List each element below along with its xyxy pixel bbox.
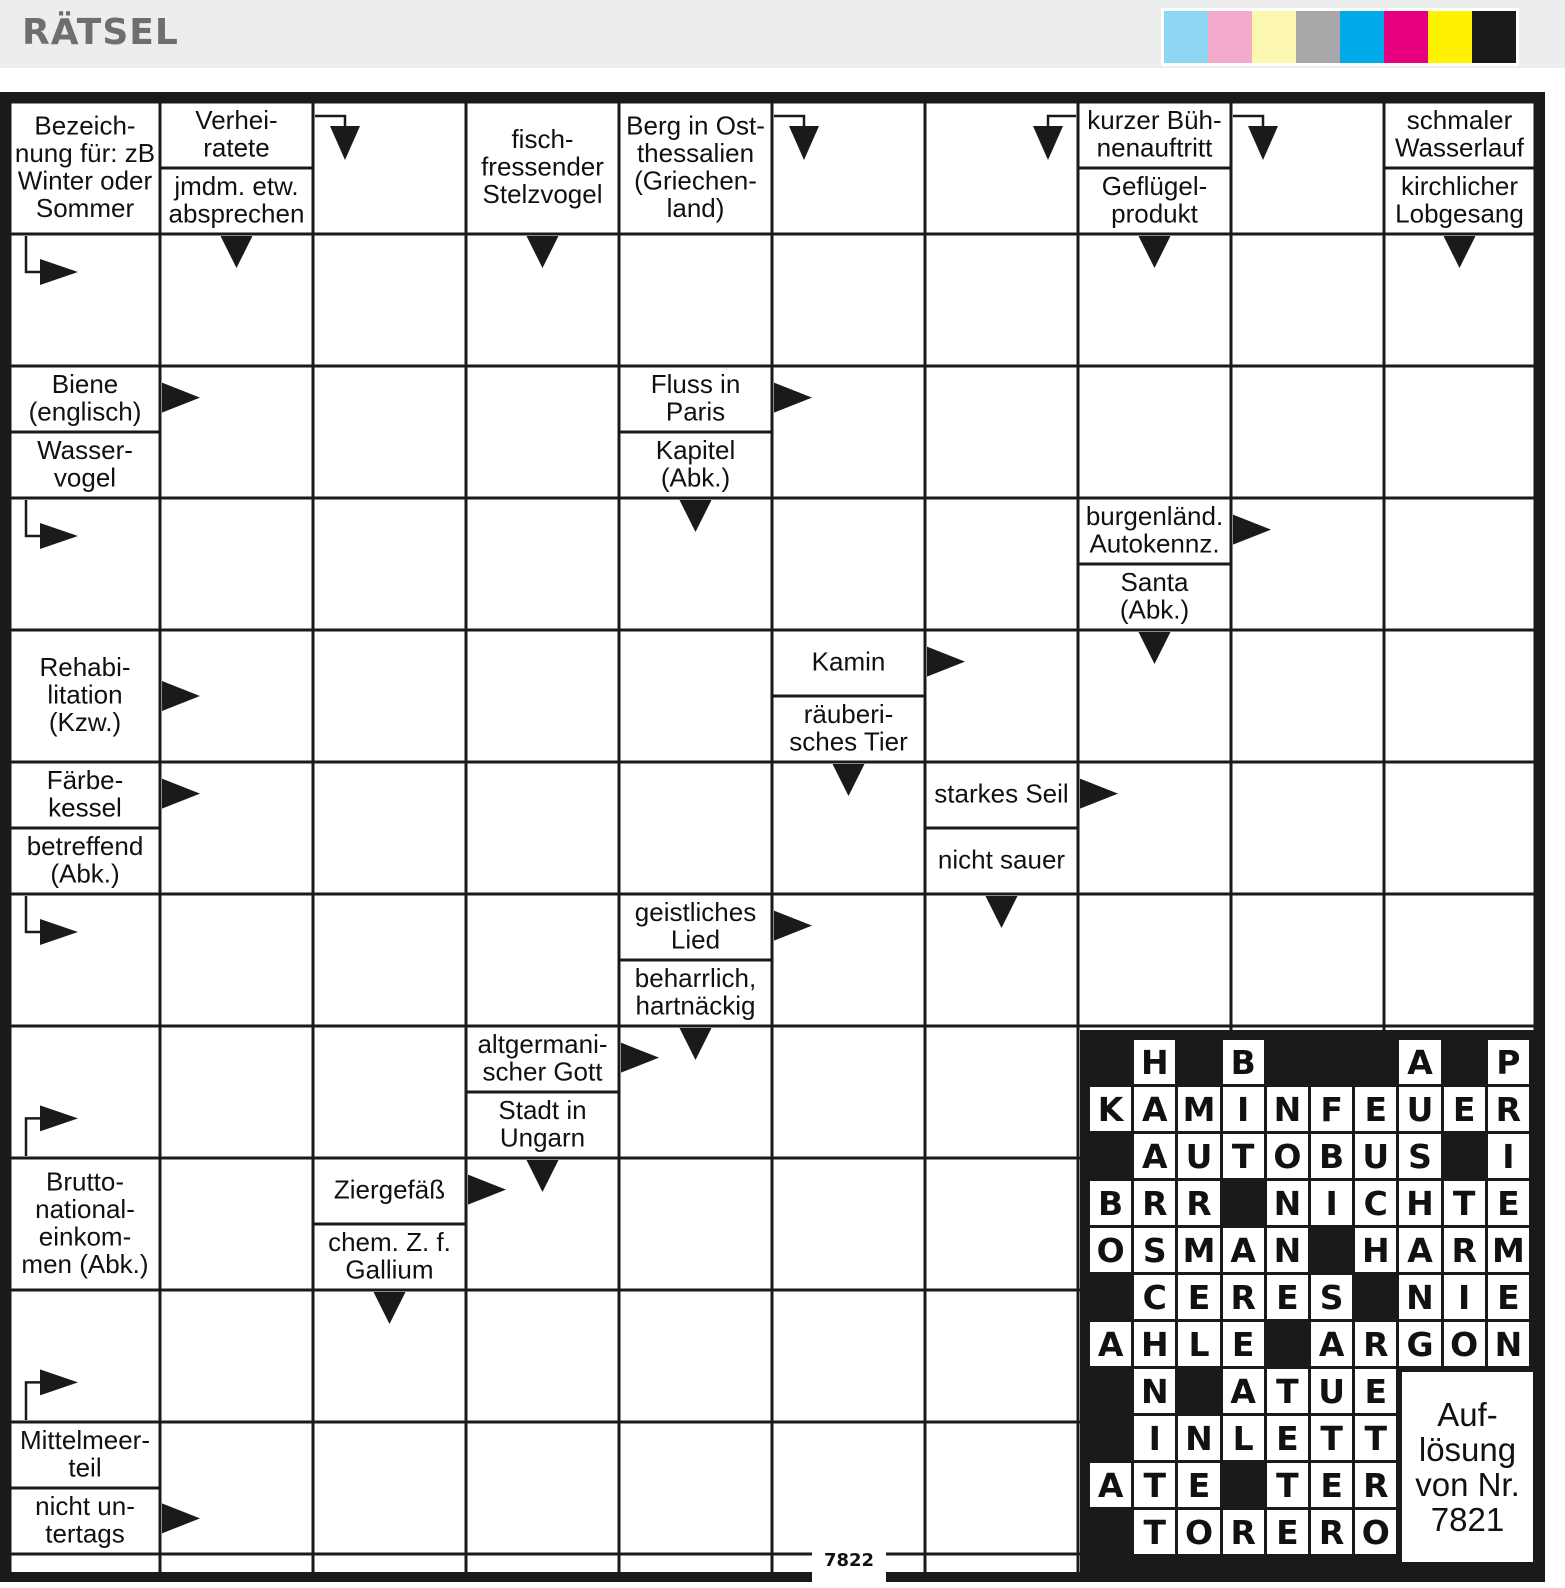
page-header bbox=[0, 0, 1565, 68]
solution-letter: E bbox=[1488, 1181, 1529, 1225]
solution-letter: O bbox=[1178, 1510, 1219, 1554]
clue-text: jmdm. etw. absprechen bbox=[168, 170, 305, 229]
solution-letter: R bbox=[1488, 1087, 1529, 1131]
clue-text: Verhei-ratete bbox=[195, 104, 278, 163]
clue-text: Stadt in Ungarn bbox=[498, 1094, 587, 1153]
clue-text: Bezeich-nung für: zB Winter oder Sommer bbox=[14, 110, 156, 223]
solution-letter: E bbox=[1267, 1416, 1308, 1460]
solution-letter: O bbox=[1267, 1134, 1308, 1178]
solution-letter: E bbox=[1178, 1463, 1219, 1507]
solution-letter: N bbox=[1488, 1322, 1529, 1366]
solution-letter: U bbox=[1311, 1369, 1352, 1413]
solution-letter: A bbox=[1311, 1322, 1352, 1366]
clue-text: fisch-fressender Stelzvogel bbox=[481, 124, 604, 210]
color-swatch bbox=[1164, 11, 1208, 63]
solution-letter: O bbox=[1355, 1510, 1396, 1554]
clue-text: Färbe-kessel bbox=[46, 764, 124, 823]
clue-text: kurzer Büh-nenauftritt bbox=[1087, 104, 1222, 163]
clue-text: chem. Z. f. Gallium bbox=[328, 1226, 451, 1285]
solution-letter: E bbox=[1223, 1322, 1264, 1366]
clue-text: Ziergefäß bbox=[333, 1174, 446, 1205]
color-swatch bbox=[1252, 11, 1296, 63]
color-swatch bbox=[1472, 11, 1516, 63]
clue-text: Rehabi-litation (Kzw.) bbox=[39, 652, 131, 738]
clue-text: geistliches Lied bbox=[634, 896, 757, 955]
solution-letter: E bbox=[1355, 1369, 1396, 1413]
solution-letter: T bbox=[1355, 1416, 1396, 1460]
solution-letter: E bbox=[1355, 1087, 1396, 1131]
solution-letter: R bbox=[1223, 1275, 1264, 1319]
solution-letter: N bbox=[1178, 1416, 1219, 1460]
solution-letter: A bbox=[1090, 1463, 1131, 1507]
solution-letter: T bbox=[1134, 1510, 1175, 1554]
clue-text: Berg in Ost-thessalien (Griechen-land) bbox=[626, 110, 765, 223]
solution-letter: T bbox=[1267, 1369, 1308, 1413]
solution-letter: S bbox=[1399, 1134, 1440, 1178]
solution-letter: R bbox=[1355, 1322, 1396, 1366]
solution-letter: I bbox=[1134, 1416, 1175, 1460]
clue-text: burgenländ. Autokennz. bbox=[1085, 500, 1224, 559]
clue-text: Fluss in Paris bbox=[650, 368, 741, 427]
solution-letter: H bbox=[1134, 1040, 1175, 1084]
color-swatch bbox=[1384, 11, 1428, 63]
solution-letter: U bbox=[1399, 1087, 1440, 1131]
solution-letter: T bbox=[1444, 1181, 1485, 1225]
solution-letter: A bbox=[1090, 1322, 1131, 1366]
clue-text: Biene (englisch) bbox=[28, 368, 142, 427]
solution-letter: L bbox=[1178, 1322, 1219, 1366]
solution-letter: H bbox=[1399, 1181, 1440, 1225]
clue-text: kirchlicher Lobgesang bbox=[1395, 170, 1524, 229]
solution-letter: O bbox=[1444, 1322, 1485, 1366]
clue-text: nicht sauer bbox=[937, 844, 1066, 875]
solution-letter: H bbox=[1355, 1228, 1396, 1272]
solution-letter: L bbox=[1223, 1416, 1264, 1460]
solution-letter: R bbox=[1134, 1181, 1175, 1225]
clue-text: beharrlich, hartnäckig bbox=[634, 962, 757, 1021]
clue-text: Kapitel (Abk.) bbox=[655, 434, 736, 493]
solution-letter: I bbox=[1444, 1275, 1485, 1319]
solution-letter: F bbox=[1311, 1087, 1352, 1131]
solution-letter: I bbox=[1488, 1134, 1529, 1178]
puzzle-number: 7822 bbox=[812, 1546, 886, 1588]
solution-letter: A bbox=[1399, 1228, 1440, 1272]
solution-letter: A bbox=[1134, 1087, 1175, 1131]
color-swatch bbox=[1340, 11, 1384, 63]
clue-text: schmaler Wasserlauf bbox=[1394, 104, 1525, 163]
color-calibration-bar bbox=[1161, 8, 1519, 66]
solution-letter: P bbox=[1488, 1040, 1529, 1084]
color-swatch bbox=[1296, 11, 1340, 63]
solution-letter: T bbox=[1223, 1134, 1264, 1178]
solution-letter: U bbox=[1355, 1134, 1396, 1178]
solution-letter: A bbox=[1223, 1369, 1264, 1413]
color-swatch bbox=[1208, 11, 1252, 63]
solution-letter: M bbox=[1178, 1228, 1219, 1272]
solution-letter: M bbox=[1178, 1087, 1219, 1131]
solution-letter: E bbox=[1178, 1275, 1219, 1319]
solution-letter: K bbox=[1090, 1087, 1131, 1131]
solution-letter: S bbox=[1134, 1228, 1175, 1272]
solution-letter: N bbox=[1267, 1087, 1308, 1131]
solution-letter: B bbox=[1223, 1040, 1264, 1084]
page-title: RÄTSEL bbox=[22, 12, 179, 53]
solution-letter: H bbox=[1134, 1322, 1175, 1366]
solution-letter: R bbox=[1355, 1463, 1396, 1507]
clue-text: Brutto-national-einkom-men (Abk.) bbox=[21, 1166, 149, 1279]
solution-letter: R bbox=[1223, 1510, 1264, 1554]
solution-letter: R bbox=[1311, 1510, 1352, 1554]
clue-text: altgermani-scher Gott bbox=[477, 1028, 608, 1087]
solution-letter: A bbox=[1399, 1040, 1440, 1084]
solution-letter: E bbox=[1267, 1275, 1308, 1319]
clue-text: starkes Seil bbox=[934, 778, 1069, 809]
solution-letter: A bbox=[1223, 1228, 1264, 1272]
solution-letter: C bbox=[1134, 1275, 1175, 1319]
clue-text: Kamin bbox=[811, 646, 886, 677]
solution-letter: C bbox=[1355, 1181, 1396, 1225]
clue-text: Wasser-vogel bbox=[37, 434, 133, 493]
solution-letter: T bbox=[1134, 1463, 1175, 1507]
solution-letter: T bbox=[1267, 1463, 1308, 1507]
clue-text: räuberi-sches Tier bbox=[789, 698, 908, 757]
solution-letter: U bbox=[1178, 1134, 1219, 1178]
solution-letter: N bbox=[1267, 1181, 1308, 1225]
color-swatch bbox=[1428, 11, 1472, 63]
solution-letter: T bbox=[1311, 1416, 1352, 1460]
solution-letter: E bbox=[1311, 1463, 1352, 1507]
solution-letter: I bbox=[1311, 1181, 1352, 1225]
solution-letter: S bbox=[1311, 1275, 1352, 1319]
solution-letter: M bbox=[1488, 1228, 1529, 1272]
solution-letter: E bbox=[1267, 1510, 1308, 1554]
solution-letter: O bbox=[1090, 1228, 1131, 1272]
clue-text: Mittelmeer-teil bbox=[19, 1424, 151, 1483]
solution-letter: N bbox=[1399, 1275, 1440, 1319]
clue-text: Santa (Abk.) bbox=[1119, 566, 1190, 625]
solution-letter: B bbox=[1311, 1134, 1352, 1178]
solution-letter: B bbox=[1090, 1181, 1131, 1225]
clue-text: Geflügel-produkt bbox=[1101, 170, 1208, 229]
solution-caption: Auf- lösung von Nr. 7821 bbox=[1402, 1372, 1533, 1562]
solution-letter: E bbox=[1444, 1087, 1485, 1131]
clue-text: nicht un-tertags bbox=[35, 1490, 135, 1549]
clue-text: betreffend (Abk.) bbox=[26, 830, 144, 889]
solution-letter: R bbox=[1444, 1228, 1485, 1272]
solution-letter: N bbox=[1134, 1369, 1175, 1413]
solution-letter: N bbox=[1267, 1228, 1308, 1272]
solution-letter: E bbox=[1488, 1275, 1529, 1319]
solution-letter: A bbox=[1134, 1134, 1175, 1178]
solution-letter: G bbox=[1399, 1322, 1440, 1366]
solution-letter: R bbox=[1178, 1181, 1219, 1225]
solution-letter: I bbox=[1223, 1087, 1264, 1131]
